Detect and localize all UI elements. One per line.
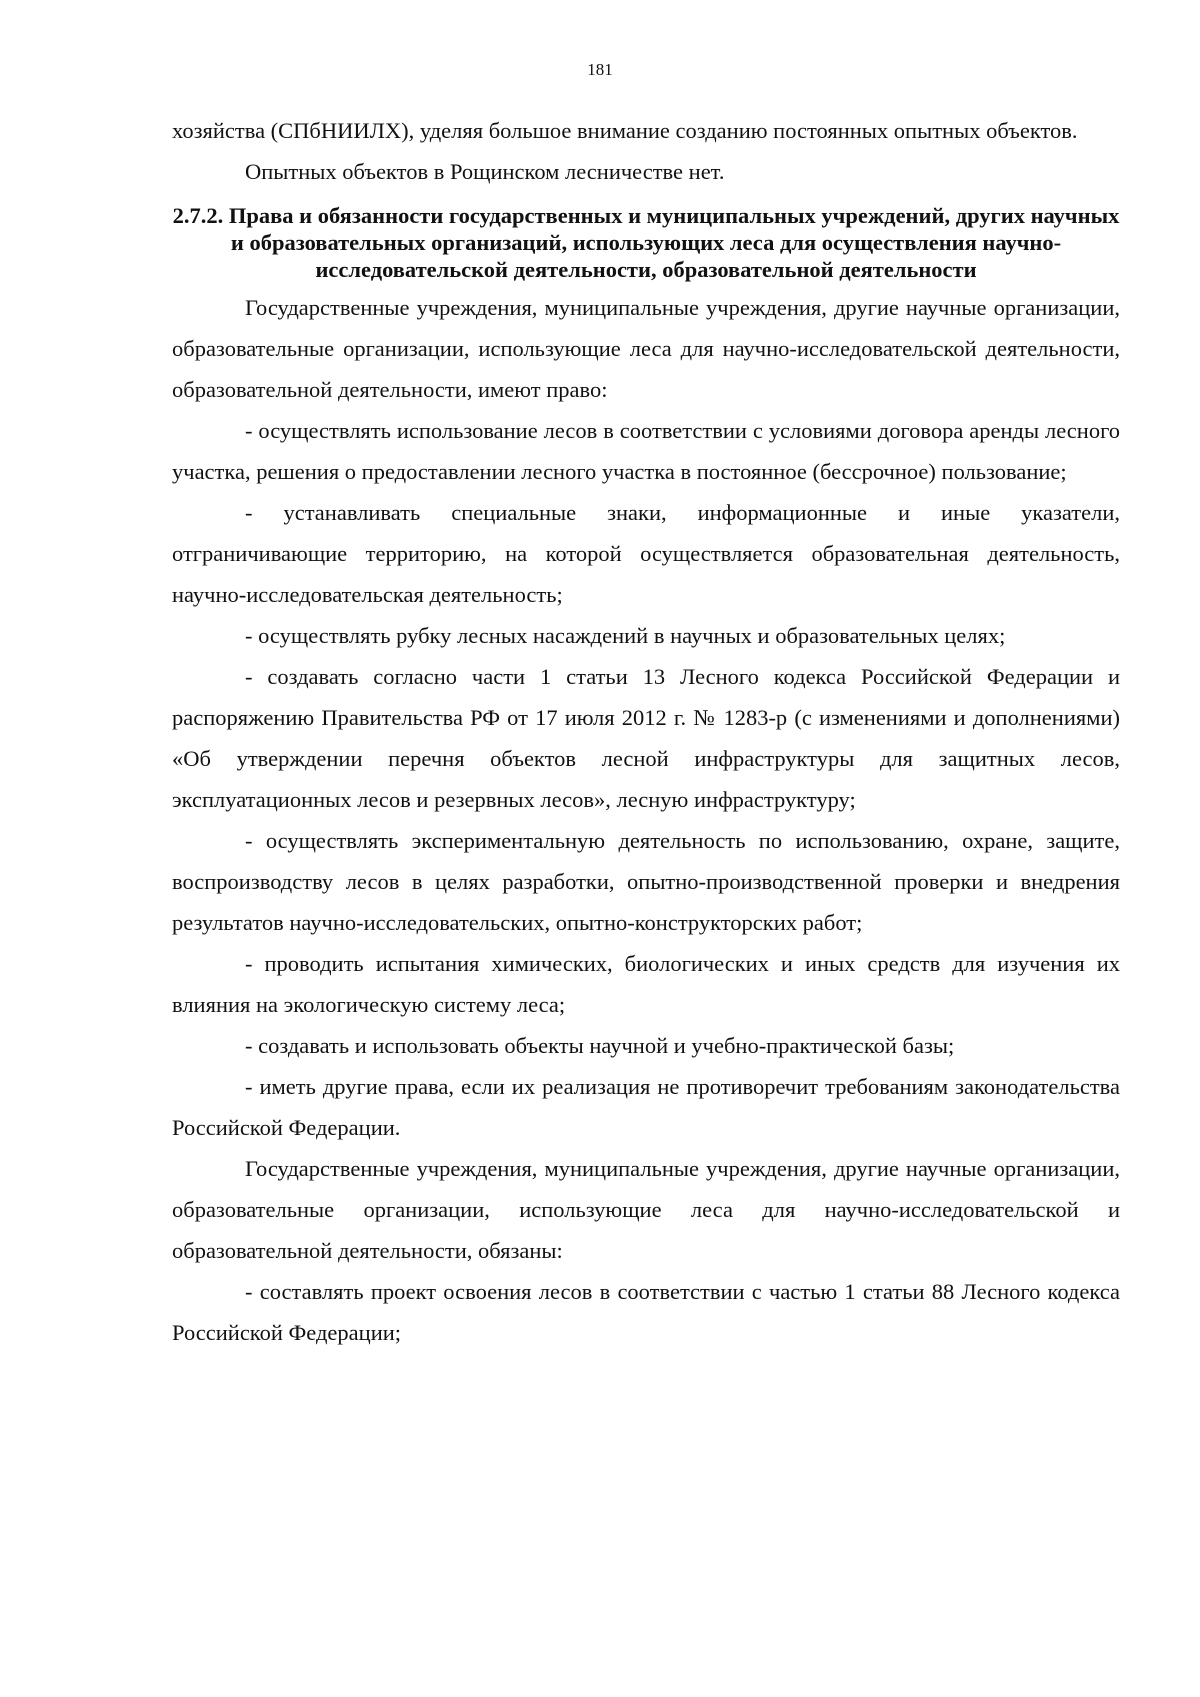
paragraph-rights-intro: Государственные учреждения, муниципальные учреждения, другие научные организации, образовательные организации, использующие леса для научно-исследовательской деятельности, образовательной деятельности, имеют право: (172, 295, 1120, 402)
list-item-right-5: - осуществлять экспериментальную деятельность по использованию, охране, защите, воспроизводству лесов в целях разработки, опытно-производственной проверки и внедрения результатов научно-исследовательских, опытно-конструкторских работ; (172, 828, 1120, 935)
page-number: 181 (587, 60, 613, 79)
list-item-right-6: - проводить испытания химических, биологических и иных средств для изучения их влияния на экологическую систему леса; (172, 951, 1120, 1017)
list-item-right-1: - осуществлять использование лесов в соответствии с условиями договора аренды лесного участка, решения о предоставлении лесного участка в постоянное (бессрочное) пользование; (172, 418, 1120, 484)
list-item-right-3: - осуществлять рубку лесных насаждений в научных и образовательных целях; (245, 623, 1006, 648)
paragraph-continuation: хозяйства (СПбНИИЛХ), уделяя большое внимание созданию постоянных опытных объектов. (172, 118, 1078, 143)
list-item-right-8: - иметь другие права, если их реализация не противоречит требованиям законодательства Российской Федерации. (172, 1074, 1120, 1140)
section-heading: 2.7.2. Права и обязанности государственных и муниципальных учреждений, других научных и образовательных организаций, использующих леса для осуществления научно-исследовательской деятельности, образовательной деятельности (172, 203, 1120, 282)
document-body (172, 110, 1120, 1353)
paragraph-obligations-intro: Государственные учреждения, муниципальные учреждения, другие научные организации, образовательные организации, использующие леса для научно-исследовательской и образовательной деятельности, обязаны: (172, 1156, 1120, 1263)
list-item-right-7: - создавать и использовать объекты научной и учебно-практической базы; (245, 1033, 955, 1058)
list-item-obligation-1: - составлять проект освоения лесов в соответствии с частью 1 статьи 88 Лесного кодекса Российской Федерации; (172, 1279, 1120, 1345)
list-item-right-4: - создавать согласно части 1 статьи 13 Лесного кодекса Российской Федерации и распоряжению Правительства РФ от 17 июля 2012 г. № 1283-р (с изменениями и дополнениями) «Об утверждении перечня объектов лесной инфраструктуры для защитных лесов, эксплуатационных лесов и резервных лесов», лесную инфраструктуру; (172, 664, 1120, 812)
list-item-right-2: - устанавливать специальные знаки, информационные и иные указатели, отграничивающие территорию, на которой осуществляется образовательная деятельность, научно-исследовательская деятельность; (172, 500, 1120, 607)
paragraph-no-objects: Опытных объектов в Рощинском лесничестве нет. (245, 159, 725, 184)
